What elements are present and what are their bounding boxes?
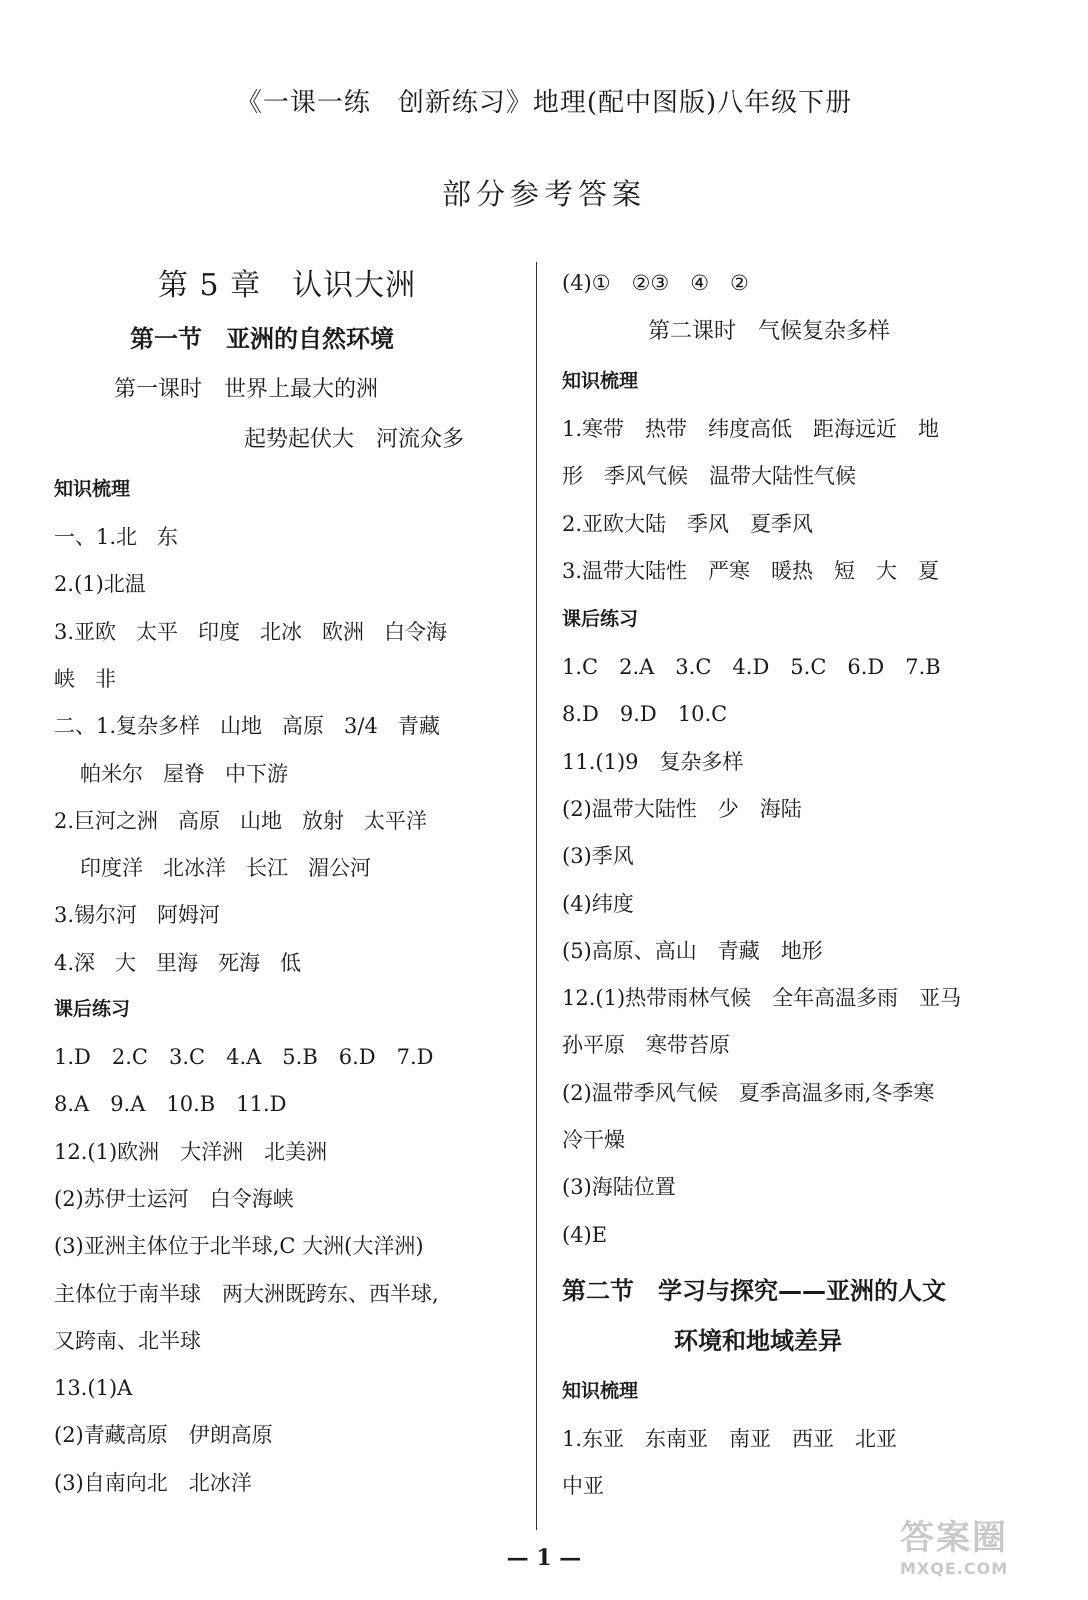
answer-line: 主体位于南半球 两大洲既跨东、西半球, <box>54 1281 439 1306</box>
answer-line: 2.亚欧大陆 季风 夏季风 <box>562 511 814 536</box>
practice-heading: 课后练习 <box>562 608 639 630</box>
column-divider <box>536 262 537 1530</box>
answer-line: 3.温带大陆性 严寒 暖热 短 大 夏 <box>562 558 940 583</box>
answer-item: 东 <box>157 525 179 549</box>
answer-line: 1.C 2.A 3.C 4.D 5.C 6.D 7.B <box>562 655 941 679</box>
answer-line: (2)温带季风气候 夏季高温多雨,冬季寒 <box>562 1080 935 1105</box>
chapter-title: 第 5 章 认识大洲 <box>158 268 417 303</box>
answer-item: 印度 <box>198 619 241 644</box>
answer-line: 中亚 <box>562 1474 604 1499</box>
watermark-text: 答案圈 <box>900 1518 1008 1558</box>
answer-item: 山地 <box>240 808 283 833</box>
answer-item: 峡 <box>54 666 75 691</box>
answer-line <box>54 806 427 836</box>
answer-line: (4)E <box>562 1222 608 1247</box>
answer-item: 2.(1)北温 <box>54 572 146 597</box>
answer-line: 13.(1)A <box>54 1376 133 1401</box>
answer-line: (3)自南向北 北冰洋 <box>54 1470 252 1495</box>
section-title: 第二节 学习与探究——亚洲的人文 <box>562 1277 946 1305</box>
answer-line: (2)温带大陆性 少 海陆 <box>562 796 802 821</box>
answer-line: (3)亚洲主体位于北半球,C 大洲(大洋洲) <box>54 1234 424 1259</box>
lesson-subtitle: 起势起伏大 河流众多 <box>244 427 465 452</box>
answer-item: 山地 <box>220 714 263 739</box>
knowledge-heading: 知识梳理 <box>562 1380 639 1402</box>
answer-line: 8.A 9.A 10.B 11.D <box>54 1092 287 1117</box>
answer-line: (4)纬度 <box>562 891 634 916</box>
answer-line <box>54 853 371 883</box>
answer-line: 1.D 2.C 3.C 4.A 5.B 6.D 7.D <box>54 1045 434 1069</box>
answer-line: (2)青藏高原 伊朗高原 <box>54 1423 273 1448</box>
answer-item: 4.深 <box>54 950 96 975</box>
answer-item: 帕米尔 <box>80 761 143 786</box>
answer-item: 欧洲 <box>322 619 365 644</box>
knowledge-heading: 知识梳理 <box>562 370 639 392</box>
answer-line <box>54 569 146 599</box>
answer-item: 二、1.复杂多样 <box>54 714 201 739</box>
answer-line: 又跨南、北半球 <box>54 1328 201 1353</box>
lesson-title: 第二课时 气候复杂多样 <box>648 319 891 344</box>
answer-line: (2)苏伊士运河 白令海峡 <box>54 1186 294 1211</box>
section-title: 第一节 亚洲的自然环境 <box>130 325 394 353</box>
answer-item: 青藏 <box>397 714 440 739</box>
answer-item: 大 <box>115 950 137 975</box>
answer-line: 形 季风气候 温带大陆性气候 <box>562 464 856 489</box>
answer-line: 8.D 9.D 10.C <box>562 702 728 727</box>
answer-line: (3)海陆位置 <box>562 1175 676 1200</box>
answer-item: 印度洋 <box>80 856 143 881</box>
answer-item: 死海 <box>218 950 261 975</box>
book-title: 《一课一练 创新练习》地理(配中图版)八年级下册 <box>235 88 853 118</box>
answer-item: 中下游 <box>225 761 288 786</box>
answer-line <box>54 759 288 789</box>
answer-item: 3.锡尔河 <box>54 903 138 928</box>
answer-item: 太平 <box>136 619 179 644</box>
answer-item: 屋脊 <box>163 761 205 786</box>
answer-item: 非 <box>95 666 116 691</box>
answer-item: 北冰 <box>260 619 303 644</box>
answer-item: 里海 <box>156 950 199 975</box>
answer-line: 12.(1)热带雨林气候 全年高温多雨 亚马 <box>562 986 962 1011</box>
answer-line <box>54 617 447 647</box>
answer-item: 太平洋 <box>364 808 428 833</box>
watermark-logo <box>900 1510 1080 1590</box>
lesson-title: 第一课时 世界上最大的洲 <box>114 377 379 402</box>
answer-item: 阿姆河 <box>157 903 221 928</box>
answer-line: 1.东亚 东南亚 南亚 西亚 北亚 <box>562 1427 898 1451</box>
answer-line <box>54 948 301 978</box>
knowledge-heading: 知识梳理 <box>54 478 131 500</box>
answer-item: 2.巨河之洲 <box>54 808 159 833</box>
practice-heading: 课后练习 <box>54 998 131 1020</box>
answer-item: 长江 <box>246 856 288 881</box>
answer-line: 1.寒带 热带 纬度高低 距海远近 地 <box>562 417 940 441</box>
answer-item: 湄公河 <box>308 856 371 881</box>
answer-item: 低 <box>280 950 302 975</box>
answer-line: 11.(1)9 复杂多样 <box>562 749 744 774</box>
answer-item: 放射 <box>302 808 345 833</box>
answer-item: 高原 <box>282 714 325 739</box>
answer-line <box>54 900 220 930</box>
answer-line <box>54 711 440 741</box>
answer-item: 一、1.北 <box>54 525 138 549</box>
answer-line: (3)季风 <box>562 844 634 869</box>
answer-item: 白令海 <box>384 619 448 644</box>
answer-item: 3/4 <box>344 714 378 739</box>
doc-title: 部分参考答案 <box>441 177 646 211</box>
watermark-url: MXQE.COM <box>900 1559 1009 1578</box>
answer-line <box>54 522 178 552</box>
answer-line: 12.(1)欧洲 大洋洲 北美洲 <box>54 1139 328 1164</box>
answer-line <box>54 664 116 694</box>
section-title-cont: 环境和地域差异 <box>674 1327 842 1355</box>
answer-line: 冷干燥 <box>562 1128 625 1152</box>
answer-line: (4)① ②③ ④ ② <box>562 271 749 295</box>
page-number: — 1 — <box>506 1545 582 1571</box>
answer-line: 孙平原 寒带苔原 <box>562 1033 730 1058</box>
answer-item: 3.亚欧 <box>54 619 117 644</box>
answer-item: 高原 <box>178 808 221 833</box>
answer-item: 北冰洋 <box>163 856 226 881</box>
answer-line: (5)高原、高山 青藏 地形 <box>562 938 823 963</box>
